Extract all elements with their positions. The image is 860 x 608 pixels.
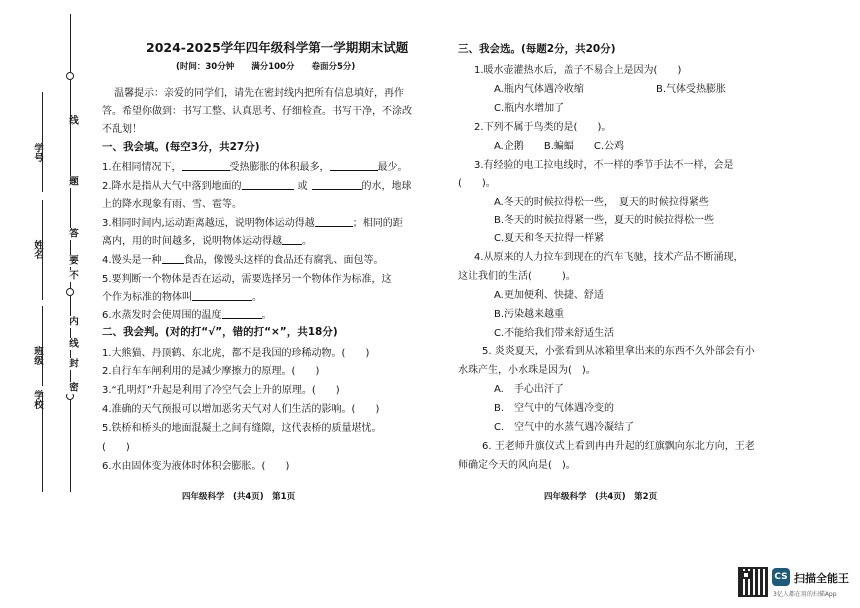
answer-blank[interactable] [315,216,353,227]
question [102,214,403,229]
question [102,177,412,192]
question-text: 2.降水是指从大气中落到地面的 [102,181,242,192]
question-text: 食品，像馒头这样的食品还有腐乳、面包等。 [183,255,384,266]
seal-line [70,14,71,492]
judge-item: 1.大熊猫、丹顶鹤、东北虎，都不是我国的珍稀动物。( ) [102,348,370,359]
choice-option[interactable]: A.瓶内气体遇冷收缩 [494,84,584,95]
name-field[interactable] [42,200,43,300]
question-text: 个作为标准的物体叫 [102,292,192,303]
answer-blank[interactable] [192,290,252,301]
choice-question: 5. 炎炎夏天，小张看到从冰箱里拿出来的东西不久外部会有小 [482,346,755,357]
question-text: 最少。 [377,162,408,173]
qr-code-icon [738,567,768,597]
seal-char: 题 [67,176,78,188]
seal-char: 线 [67,115,78,127]
section-heading: 三、我会选。(每题2分，共20分) [458,43,616,55]
section-heading: 二、我会判。(对的打“√”，错的打“×”，共18分) [102,326,338,338]
choice-option[interactable]: A.企鹅 B.蝙蝠 C.公鸡 [494,141,625,152]
seal-char: 封 [67,358,78,370]
exam-title: 2024-2025学年四年级科学第一学期期末试题 [146,40,409,55]
school-label: 学校 [32,390,43,409]
class-label: 班级 [32,346,43,365]
binding-hole [66,72,74,80]
question-text: 。 [302,236,312,247]
question-continuation: 这让我们的生活( )。 [458,271,576,282]
question-text: 。 [252,292,262,303]
judge-item: ( ) [102,442,130,453]
question-continuation: 师确定今天的风向是( )。 [458,460,576,471]
question-continuation [102,288,262,303]
seal-char: 不 [67,270,78,282]
question-text: 3.相同时间内,运动距离越远，说明物体运动得越 [102,218,315,229]
student-id-field[interactable] [42,92,43,192]
question-continuation: 上的降水现象有雨、雪、雹等。 [102,199,242,210]
judge-item: 6.水由固体变为液体时体积会膨胀。( ) [102,461,290,472]
scanner-logo-icon: CS [772,568,790,586]
judge-item: 2.自行车车闸利用的是减少摩擦力的原理。( ) [102,366,320,377]
page-footer: 四年级科学 (共4页) 第2页 [544,492,658,502]
seal-char: 内 [67,316,78,328]
choice-option[interactable]: A.冬天的时候拉得松一些， 夏天的时候拉得紧些 [494,197,709,208]
question-text: ；相同的距 [352,218,403,229]
choice-option[interactable]: C.瓶内水增加了 [494,103,565,114]
choice-option[interactable]: B. 空气中的气体遇冷变的 [494,403,615,414]
choice-option[interactable]: C.夏天和冬天拉得一样紧 [494,233,605,244]
seal-char: 密 [67,382,78,394]
answer-blank[interactable] [182,160,230,171]
answer-blank[interactable] [162,253,184,264]
seal-char: 线 [67,338,78,350]
question-text: 受热膨胀的体积最多， [229,162,330,173]
question-text: 4.馒头是一种 [102,255,162,266]
choice-question: 2.下列不属于鸟类的是( )。 [474,122,612,133]
judge-item: 4.准确的天气预报可以增加恶劣天气对人们生活的影响。( ) [102,404,380,415]
question-text: 1.在相同情况下， [102,162,182,173]
question: 5.要判断一个物体是否在运动，需要选择另一个物体作为标准，这 [102,274,392,285]
question-continuation [102,232,312,247]
question-text: 。 [261,310,272,321]
choice-option[interactable]: B.气体受热膨胀 [656,84,727,95]
question-text: 或 [297,181,308,192]
choice-option[interactable]: C.不能给我们带来舒适生活 [494,328,615,339]
choice-question: 6. 王老师升旗仪式上看到冉冉升起的红旗飘向东北方向，王老 [482,441,755,452]
choice-option[interactable]: B.污染越来越重 [494,309,565,320]
choice-option[interactable]: A. 手心出汗了 [494,384,564,395]
name-label: 姓名 [32,240,43,259]
question-continuation: ( )。 [458,178,496,189]
choice-option[interactable]: C. 空气中的水蒸气遇冷凝结了 [494,422,635,433]
question [102,251,384,266]
question [102,306,272,321]
choice-option[interactable]: B.冬天的时候拉得紧一些，夏天的时候拉得松一些 [494,215,715,226]
tip-line: 答。希望你做到：书写工整、认真思考、仔细检查。书写干净，不涂改 [102,106,412,117]
choice-question: 1.暖水壶灌热水后，盖子不易合上是因为( ) [474,65,682,76]
judge-item: 5.铁桥和桥头的地面混凝土之间有缝隙，这代表桥的质量堪忧。 [102,423,382,434]
page-footer: 四年级科学 (共4页) 第1页 [182,492,296,502]
tip-line: 温馨提示：亲爱的同学们，请先在密封线内把所有信息填好，再作 [114,88,404,99]
exam-meta: (时间：30分钟 满分100分 卷面分5分) [176,62,356,72]
choice-question: 3.有经验的电工拉电线时，不一样的季节手法不一样，会是 [474,160,734,171]
class-field[interactable] [42,306,43,386]
question-text: 的水，地球 [361,181,412,192]
scanner-app-name: 扫描全能王 [794,572,849,585]
school-field[interactable] [42,392,43,492]
answer-blank[interactable] [242,179,294,190]
question-text: 6.水蒸发时会使周围的温度 [102,310,222,321]
seal-char: 要 [67,255,78,267]
choice-question: 4.从原来的人力拉车到现在的汽车飞驰，技术产品不断涌现， [474,252,744,263]
tip-line: 不乱划！ [102,124,142,135]
answer-blank[interactable] [312,179,362,190]
binding-hole [66,288,74,296]
seal-char: 答 [67,228,78,240]
answer-blank[interactable] [330,160,378,171]
judge-item: 3.“孔明灯”升起是利用了冷空气会上升的原理。( ) [102,385,340,396]
choice-option[interactable]: A.更加便利、快捷、舒适 [494,290,604,301]
answer-blank[interactable] [282,234,302,245]
scanner-tagline: 3亿人都在用的扫描App [773,591,837,598]
question [102,158,408,173]
question-continuation: 水珠产生，小水珠是因为( )。 [458,365,596,376]
section-heading: 一、我会填。(每空3分，共27分) [102,141,260,153]
question-text: 离内，用的时间越多，说明物体运动得越 [102,236,282,247]
answer-blank[interactable] [222,308,262,319]
student-id-label: 学号 [32,143,43,162]
